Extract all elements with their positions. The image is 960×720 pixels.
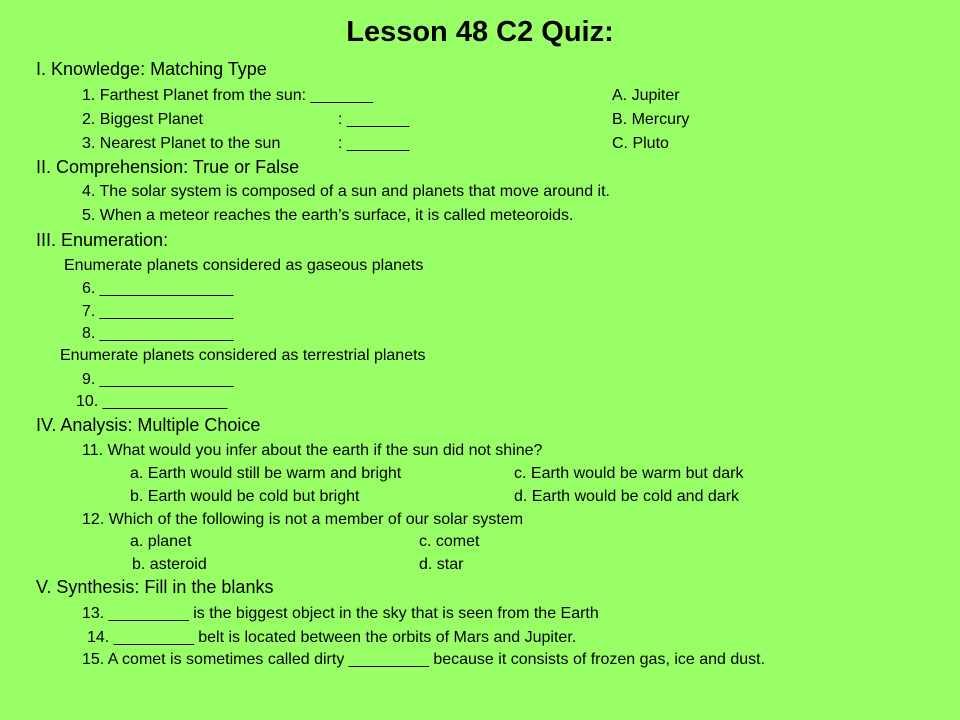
question-13: 13. _________ is the biggest object in the sky that is seen from the Earth bbox=[82, 605, 599, 622]
item-3-blank: : _______ bbox=[338, 135, 410, 152]
enumeration-intro-terrestrial: Enumerate planets considered as terrestrial planets bbox=[60, 347, 426, 364]
option-11c: c. Earth would be warm but dark bbox=[514, 465, 744, 482]
page-title: Lesson 48 C2 Quiz: bbox=[346, 16, 614, 48]
blank-7: 7. _______________ bbox=[82, 303, 234, 320]
section-2-heading: II. Comprehension: True or False bbox=[36, 157, 300, 177]
choice-a: A. Jupiter bbox=[612, 87, 680, 104]
item-1-text: 1. Farthest Planet from the sun: _______ bbox=[82, 87, 373, 104]
section-4-heading: IV. Analysis: Multiple Choice bbox=[36, 415, 261, 435]
section-5-heading: V. Synthesis: Fill in the blanks bbox=[36, 577, 274, 597]
item-2-blank: : _______ bbox=[338, 111, 410, 128]
section-3-heading: III. Enumeration: bbox=[36, 230, 169, 250]
question-15: 15. A comet is sometimes called dirty _________ because it consists of frozen gas, ice and dust. bbox=[82, 651, 766, 668]
option-12a: a. planet bbox=[130, 533, 192, 550]
option-11a: a. Earth would still be warm and bright bbox=[130, 465, 402, 482]
blank-9: 9. _______________ bbox=[82, 371, 234, 388]
item-2-text: 2. Biggest Planet bbox=[82, 111, 203, 128]
option-11b: b. Earth would be cold but bright bbox=[130, 488, 360, 505]
blank-8: 8. _______________ bbox=[82, 325, 234, 342]
question-5: 5. When a meteor reaches the earth’s surface, it is called meteoroids. bbox=[82, 207, 574, 224]
question-11: 11. What would you infer about the earth if the sun did not shine? bbox=[82, 442, 543, 459]
choice-c: C. Pluto bbox=[612, 135, 669, 152]
blank-6: 6. _______________ bbox=[82, 280, 234, 297]
choice-b: B. Mercury bbox=[612, 111, 690, 128]
item-3-text: 3. Nearest Planet to the sun bbox=[82, 135, 281, 152]
blank-10: 10. ______________ bbox=[76, 393, 228, 410]
option-11d: d. Earth would be cold and dark bbox=[514, 488, 740, 505]
option-12c: c. comet bbox=[419, 533, 480, 550]
section-1-heading: I. Knowledge: Matching Type bbox=[36, 59, 267, 79]
enumeration-intro-gaseous: Enumerate planets considered as gaseous planets bbox=[64, 257, 424, 274]
question-14: 14. _________ belt is located between the orbits of Mars and Jupiter. bbox=[87, 629, 577, 646]
question-12: 12. Which of the following is not a member of our solar system bbox=[82, 511, 524, 528]
option-12d: d. star bbox=[419, 556, 464, 573]
question-4: 4. The solar system is composed of a sun and planets that move around it. bbox=[82, 183, 610, 200]
option-12b: b. asteroid bbox=[132, 556, 207, 573]
